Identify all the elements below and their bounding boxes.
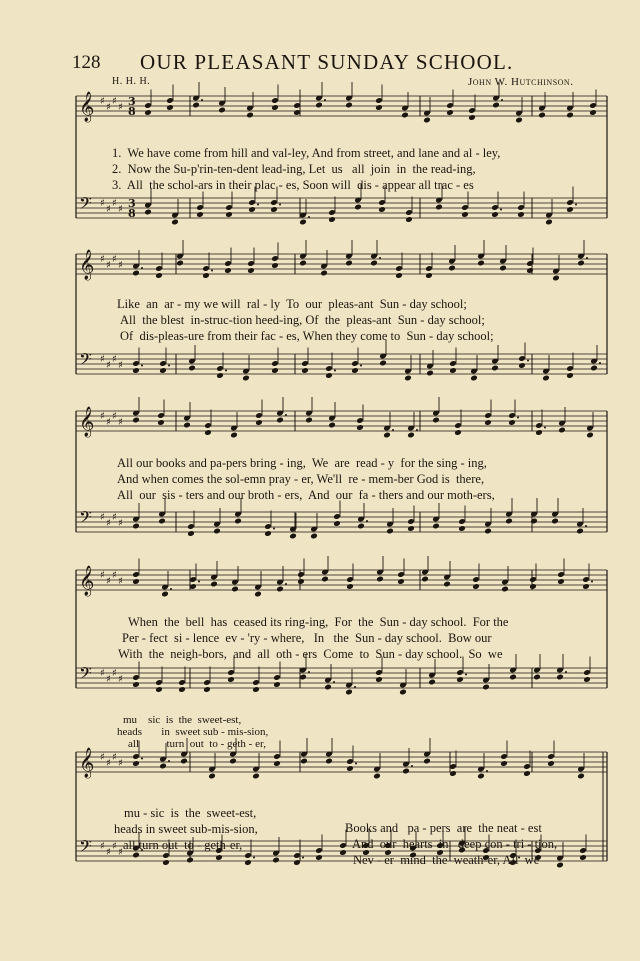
note-head (242, 375, 250, 382)
time-signature-denominator: 8 (128, 207, 136, 220)
note-head (456, 676, 464, 683)
note-head (224, 267, 232, 274)
note-head (404, 375, 412, 382)
note-head (583, 676, 591, 683)
note-head (345, 689, 353, 696)
note-head (227, 676, 235, 683)
sharp-icon: ♯ (100, 96, 105, 107)
sharp-icon: ♯ (118, 204, 123, 215)
note-head (586, 432, 594, 439)
hymn-title: OUR PLEASANT SUNDAY SCHOOL. (140, 50, 514, 74)
note-dot (360, 365, 362, 367)
note-dot (517, 417, 519, 419)
note-head (443, 581, 451, 588)
note-dot (334, 370, 336, 372)
note-dot (392, 429, 394, 431)
sharp-icon: ♯ (118, 847, 123, 858)
note-head (254, 591, 262, 598)
note-head (176, 260, 184, 267)
note-head (386, 528, 394, 535)
note-head (132, 270, 140, 277)
note-head (188, 365, 196, 372)
note-head (299, 260, 307, 267)
note-head (213, 528, 221, 535)
note-head (523, 770, 531, 777)
sharp-icon: ♯ (112, 96, 117, 107)
note-head (196, 211, 204, 218)
note-head (446, 109, 454, 116)
sharp-icon: ♯ (100, 570, 105, 581)
note-head (203, 686, 211, 693)
note-head (399, 689, 407, 696)
bass-clef-icon: 𝄢 (79, 507, 92, 531)
note-head (234, 518, 242, 525)
sharp-icon: ♯ (106, 758, 111, 769)
note-head (229, 758, 237, 765)
note-head (545, 219, 553, 226)
note-head (321, 576, 329, 583)
note-head (432, 523, 440, 530)
note-head (533, 674, 541, 681)
note-dot (585, 525, 587, 527)
note-head (484, 528, 492, 535)
note-head (273, 681, 281, 688)
sharp-icon: ♯ (118, 518, 123, 529)
note-head (271, 104, 279, 111)
note-head (484, 419, 492, 426)
note-head (449, 367, 457, 374)
note-head (556, 674, 564, 681)
note-dot (211, 270, 213, 272)
note-head (187, 530, 195, 537)
treble-clef-icon: 𝄞 (79, 566, 95, 596)
note-dot (465, 674, 467, 676)
note-head (508, 419, 516, 426)
sharp-icon: ♯ (118, 360, 123, 371)
note-head (208, 773, 216, 780)
note-dot (500, 209, 502, 211)
sharp-icon: ♯ (112, 411, 117, 422)
note-head (144, 209, 152, 216)
note-dot (354, 686, 356, 688)
note-head (159, 367, 167, 374)
note-head (552, 275, 560, 282)
sharp-icon: ♯ (106, 204, 111, 215)
note-head (407, 525, 415, 532)
note-head (315, 102, 323, 109)
note-head (395, 272, 403, 279)
note-head (577, 260, 585, 267)
note-head (276, 417, 284, 424)
note-head (421, 576, 429, 583)
note-head (346, 765, 354, 772)
note-head (577, 773, 585, 780)
sharp-icon: ♯ (112, 570, 117, 581)
treble-clef-icon: 𝄞 (79, 250, 95, 280)
note-head (144, 109, 152, 116)
note-dot (575, 204, 577, 206)
note-dot (141, 758, 143, 760)
sharp-icon: ♯ (118, 260, 123, 271)
note-dot (599, 362, 601, 364)
sharp-icon: ♯ (100, 198, 105, 209)
upper-verse-line: all turn out to - geth - er, (128, 738, 266, 750)
note-dot (501, 99, 503, 101)
note-head (542, 375, 550, 382)
sharp-icon: ♯ (118, 674, 123, 685)
note-head (407, 432, 415, 439)
sharp-icon: ♯ (100, 411, 105, 422)
note-dot (273, 528, 275, 530)
note-head (402, 768, 410, 775)
note-dot (170, 588, 172, 590)
note-head (247, 267, 255, 274)
sharp-icon: ♯ (118, 102, 123, 113)
sharp-icon: ♯ (106, 847, 111, 858)
note-head (477, 260, 485, 267)
sharp-icon: ♯ (112, 668, 117, 679)
note-head (505, 518, 513, 525)
note-head (405, 216, 413, 223)
sharp-icon: ♯ (106, 417, 111, 428)
note-dot (416, 429, 418, 431)
note-head (376, 576, 384, 583)
note-head (230, 432, 238, 439)
note-head (132, 367, 140, 374)
note-head (517, 211, 525, 218)
note-head (547, 760, 555, 767)
note-dot (333, 681, 335, 683)
sharp-icon: ♯ (112, 841, 117, 852)
note-head (529, 583, 537, 590)
note-dot (591, 581, 593, 583)
note-head (357, 523, 365, 530)
note-head (582, 583, 590, 590)
note-head (183, 422, 191, 429)
note-head (370, 260, 378, 267)
note-head (333, 520, 341, 527)
sharp-icon: ♯ (100, 752, 105, 763)
note-head (589, 109, 597, 116)
note-head (255, 419, 263, 426)
treble-clef-icon: 𝄞 (79, 748, 95, 778)
note-head (246, 112, 254, 119)
note-dot (141, 365, 143, 367)
note-head (499, 265, 507, 272)
note-head (328, 422, 336, 429)
note-head (375, 104, 383, 111)
note-head (300, 758, 308, 765)
note-head (264, 530, 272, 537)
note-head (192, 102, 200, 109)
sharp-icon: ♯ (112, 512, 117, 523)
note-head (305, 417, 313, 424)
sharp-icon: ♯ (112, 752, 117, 763)
sharp-icon: ♯ (106, 260, 111, 271)
note-head (491, 211, 499, 218)
note-head (383, 432, 391, 439)
note-dot (379, 257, 381, 259)
bass-clef-icon: 𝄢 (79, 836, 92, 860)
note-head (432, 417, 440, 424)
treble-clef-icon: 𝄞 (79, 92, 95, 122)
note-head (491, 365, 499, 372)
sharp-icon: ♯ (100, 668, 105, 679)
note-head (161, 591, 169, 598)
note-head (132, 681, 140, 688)
note-head (566, 206, 574, 213)
note-head (271, 367, 279, 374)
note-dot (168, 365, 170, 367)
note-head (157, 419, 165, 426)
note-dot (366, 520, 368, 522)
sharp-icon: ♯ (100, 354, 105, 365)
note-head (132, 760, 140, 767)
sharp-icon: ♯ (106, 360, 111, 371)
verse-line: mu - sic is the sweet-est, Books and pa - pers are the neat - est (124, 806, 542, 835)
note-head (132, 578, 140, 585)
note-head (180, 758, 188, 765)
note-dot (225, 370, 227, 372)
note-head (551, 518, 559, 525)
upper-verse-line: heads in sweet sub - mis-sion, (117, 726, 269, 738)
note-head (310, 533, 318, 540)
note-head (428, 679, 436, 686)
note-head (231, 586, 239, 593)
note-head (346, 583, 354, 590)
sharp-icon: ♯ (100, 841, 105, 852)
note-dot (285, 414, 287, 416)
note-head (325, 758, 333, 765)
note-head (401, 112, 409, 119)
note-head (375, 676, 383, 683)
note-head (535, 429, 543, 436)
note-head (225, 211, 233, 218)
note-head (354, 204, 362, 211)
sharp-icon: ♯ (100, 512, 105, 523)
note-head (526, 267, 534, 274)
note-head (328, 216, 336, 223)
note-dot (168, 760, 170, 762)
sharp-icon: ♯ (106, 102, 111, 113)
note-head (500, 760, 508, 767)
music-credit: John W. Hutchinson. (468, 76, 574, 88)
note-head (538, 112, 546, 119)
note-head (252, 686, 260, 693)
note-dot (257, 204, 259, 206)
note-head (216, 372, 224, 379)
note-dot (324, 99, 326, 101)
note-head (166, 104, 174, 111)
note-head (425, 272, 433, 279)
note-head (320, 270, 328, 277)
words-credit: H. H. H. (112, 76, 151, 87)
note-head (378, 206, 386, 213)
note-head (301, 367, 309, 374)
note-dot (308, 671, 310, 673)
note-head (515, 117, 523, 124)
note-dot (198, 581, 200, 583)
sharp-icon: ♯ (106, 674, 111, 685)
note-head (158, 518, 166, 525)
note-head (492, 102, 500, 109)
note-head (356, 424, 364, 431)
note-head (325, 372, 333, 379)
note-head (252, 773, 260, 780)
note-head (373, 773, 381, 780)
note-head (566, 112, 574, 119)
treble-clef-icon: 𝄞 (79, 407, 95, 437)
note-head (159, 763, 167, 770)
verse-line: heads in sweet sub-mis-sion, And our hearts in deep con - tri - tion, (114, 822, 558, 851)
note-head (155, 272, 163, 279)
sharp-icon: ♯ (112, 198, 117, 209)
note-head (397, 578, 405, 585)
note-head (324, 684, 332, 691)
sharp-icon: ♯ (106, 576, 111, 587)
note-head (458, 525, 466, 532)
note-head (557, 578, 565, 585)
note-head (566, 372, 574, 379)
note-head (204, 429, 212, 436)
note-head (345, 260, 353, 267)
note-dot (527, 360, 529, 362)
sharp-icon: ♯ (118, 417, 123, 428)
note-dot (141, 267, 143, 269)
note-dot (308, 216, 310, 218)
note-head (590, 365, 598, 372)
note-head (576, 528, 584, 535)
time-signature-numerator: 3 (128, 95, 136, 108)
note-head (426, 370, 434, 377)
note-dot (355, 763, 357, 765)
note-head (289, 533, 297, 540)
time-signature-denominator: 8 (128, 105, 136, 118)
bass-clef-icon: 𝄢 (79, 349, 92, 373)
note-head (482, 684, 490, 691)
sharp-icon: ♯ (118, 758, 123, 769)
note-head (558, 427, 566, 434)
sharp-icon: ♯ (106, 518, 111, 529)
note-head (472, 583, 480, 590)
note-head (248, 206, 256, 213)
page-number: 128 (72, 52, 101, 73)
note-head (530, 518, 538, 525)
note-head (273, 760, 281, 767)
note-head (202, 272, 210, 279)
sharp-icon: ♯ (112, 254, 117, 265)
note-head (297, 578, 305, 585)
note-head (155, 686, 163, 693)
note-head (454, 429, 462, 436)
note-dot (201, 99, 203, 101)
note-dot (565, 671, 567, 673)
upper-verse-line: mu sic is the sweet-est, (123, 714, 242, 726)
note-dot (486, 770, 488, 772)
note-head (132, 417, 140, 424)
note-head (171, 219, 179, 226)
note-head (299, 219, 307, 226)
bass-clef-icon: 𝄢 (79, 663, 92, 687)
note-dot (279, 204, 281, 206)
hymn-page: 𝄞 ♯ ♯ ♯ ♯ 𝄢 ♯ ♯ ♯ ♯ 𝄞 ♯ ♯ ♯ ♯ 𝄢 ♯ ♯ ♯ ♯ 𝄞 ♯ ♯ ♯ ♯ 𝄢 ♯ ♯ ♯ ♯ 𝄞 ♯ ♯ ♯ ♯ 𝄢 ♯ ♯ ♯ ♯ 𝄞 ♯ ♯ ♯ ♯ 𝄢 ♯ ♯ ♯ ♯ 3 8 3 8 128 OUR PLEASANT SUNDAY SCHOOL. H. H. H. John W. Hutchinson. 1. We have come from hill and val-ley, And from street, and lane and al - ley, 2. Now the Su-p'rin-ten-dent lead-ing, Let us all join in the read-ing, 3. All the schol-ars in their plac - es, Soon will dis - appear all trac - es Like an ar - my we will ral - ly To our pleas-ant Sun - day school; All the blest in-struc-tion heed-ing, Of the pleas-ant Sun - day school; Of dis-pleas-ure from their fac - es, When they come to Sun - day school; All our books and pa-pers bring - ing, We are read - y for the sing - ing, And when comes the sol-emn pray - er, We'll re - mem-ber God is there, All our sis - ters and our broth - ers, And our fa - thers and our moth-ers, When the bell has ceased its ring-ing, For the Sun - day school. For the Per - fect si - lence ev - 'ry - where, In the Sun - day school. Bow our With the neigh-bors, and all oth - ers Come to Sun - day school. So we mu sic is the sweet-est, heads in sweet sub - mis-sion, all turn out to - geth - er, mu - sic is the sweet-est, Books and pa - pers are the neat - est heads in sweet sub-mis-sion, And our hearts in deep con - tri - tion, all turn out to - geth-er, Nev - er mind the weath-er, All we (0, 0, 640, 961)
note-head (379, 360, 387, 367)
note-dot (285, 583, 287, 585)
note-head (276, 586, 284, 593)
note-head (435, 204, 443, 211)
note-dot (586, 257, 588, 259)
bass-clef-icon: 𝄢 (79, 193, 92, 217)
note-dot (411, 765, 413, 767)
note-head (178, 686, 186, 693)
note-head (470, 375, 478, 382)
note-head (345, 102, 353, 109)
sharp-icon: ♯ (100, 254, 105, 265)
note-head (132, 523, 140, 530)
note-head (351, 367, 359, 374)
sharp-icon: ♯ (112, 354, 117, 365)
note-head (210, 581, 218, 588)
note-head (448, 265, 456, 272)
note-head (501, 586, 509, 593)
note-head (468, 114, 476, 121)
note-head (218, 107, 226, 114)
note-head (270, 206, 278, 213)
note-head (518, 362, 526, 369)
note-head (271, 262, 279, 269)
note-head (423, 117, 431, 124)
verse-line: all turn out to - geth-er, Nev - er mind the weath-er, All we (123, 838, 540, 867)
note-head (423, 758, 431, 765)
sharp-icon: ♯ (118, 576, 123, 587)
note-dot (544, 427, 546, 429)
note-head (477, 773, 485, 780)
time-signature-numerator: 3 (128, 197, 136, 210)
note-head (461, 211, 469, 218)
note-head (509, 674, 517, 681)
